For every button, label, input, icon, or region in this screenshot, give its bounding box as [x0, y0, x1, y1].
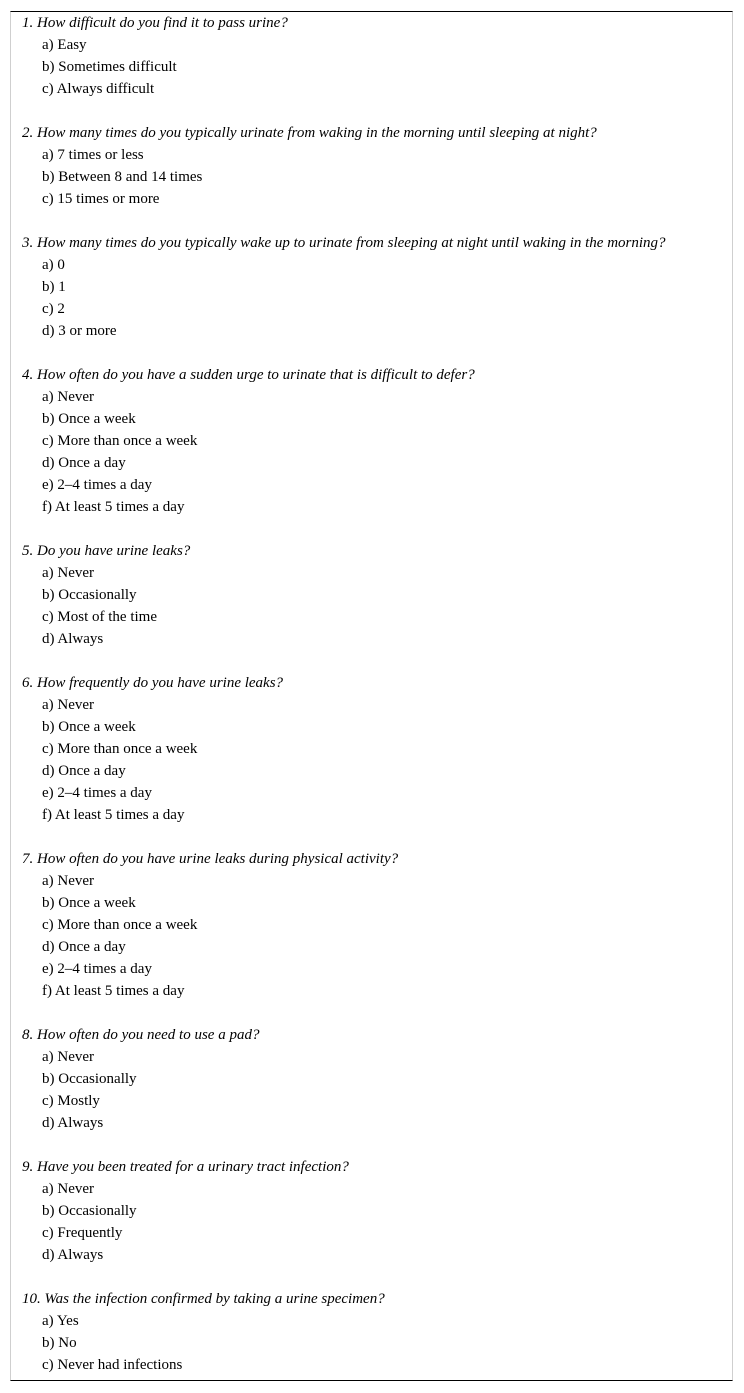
question-block [22, 672, 732, 826]
answer-option: a) Never [42, 697, 95, 713]
question-text: 9. Have you been treated for a urinary tract infection? [22, 1159, 349, 1175]
question-block [22, 1156, 732, 1266]
answer-option: a) 7 times or less [42, 147, 144, 163]
answer-option: c) Always difficult [42, 81, 155, 97]
question-block [22, 12, 732, 100]
answer-option: b) Occasionally [42, 1203, 137, 1219]
answer-option: d) Once a day [42, 763, 126, 779]
question-spacer [22, 1134, 732, 1156]
question-text: 8. How often do you need to use a pad? [22, 1027, 260, 1043]
answer-option: f) At least 5 times a day [42, 499, 185, 515]
question-block [22, 364, 732, 518]
question-spacer [22, 518, 732, 540]
question-block [22, 848, 732, 1002]
question-block [22, 1288, 732, 1376]
question-spacer [22, 650, 732, 672]
answer-option: d) Once a day [42, 455, 126, 471]
answer-option: b) No [42, 1335, 77, 1351]
answer-option: c) Frequently [42, 1225, 123, 1241]
answer-option: c) More than once a week [42, 433, 198, 449]
question-text: 5. Do you have urine leaks? [22, 543, 191, 559]
answer-option: b) 1 [42, 279, 66, 295]
answer-option: a) Yes [42, 1313, 79, 1329]
answer-option: c) Never had infections [42, 1357, 183, 1373]
question-text: 4. How often do you have a sudden urge to urinate that is difficult to defer? [22, 367, 475, 383]
question-spacer [22, 342, 732, 364]
answer-option: d) Always [42, 631, 104, 647]
answer-option: a) 0 [42, 257, 65, 273]
question-text: 6. How frequently do you have urine leaks? [22, 675, 284, 691]
answer-option: d) Always [42, 1115, 104, 1131]
answer-option: b) Between 8 and 14 times [42, 169, 203, 185]
answer-option: a) Never [42, 389, 95, 405]
question-block [22, 232, 732, 342]
answer-option: c) More than once a week [42, 917, 198, 933]
question-spacer [22, 210, 732, 232]
question-spacer [22, 826, 732, 848]
answer-option: a) Never [42, 1181, 95, 1197]
questionnaire-table [10, 11, 733, 1381]
question-text: 10. Was the infection confirmed by taking a urine specimen? [22, 1291, 385, 1307]
answer-option: a) Never [42, 565, 95, 581]
answer-option: a) Never [42, 1049, 95, 1065]
answer-option: e) 2–4 times a day [42, 961, 152, 977]
answer-option: a) Never [42, 873, 95, 889]
question-spacer [22, 1266, 732, 1288]
answer-option: b) Once a week [42, 411, 136, 427]
answer-option: e) 2–4 times a day [42, 785, 152, 801]
question-text: 2. How many times do you typically urinate from waking in the morning until sleeping at night? [22, 125, 597, 141]
question-block [22, 1024, 732, 1134]
answer-option: f) At least 5 times a day [42, 983, 185, 999]
question-text: 7. How often do you have urine leaks during physical activity? [22, 851, 399, 867]
question-text: 1. How difficult do you find it to pass urine? [22, 15, 288, 31]
question-block [22, 540, 732, 650]
answer-option: b) Once a week [42, 895, 136, 911]
answer-option: d) Always [42, 1247, 104, 1263]
answer-option: c) 2 [42, 301, 65, 317]
answer-option: d) 3 or more [42, 323, 117, 339]
answer-option: b) Sometimes difficult [42, 59, 177, 75]
answer-option: b) Once a week [42, 719, 136, 735]
answer-option: b) Occasionally [42, 587, 137, 603]
answer-option: d) Once a day [42, 939, 126, 955]
answer-option: a) Easy [42, 37, 87, 53]
questionnaire-body [22, 12, 732, 1376]
answer-option: c) 15 times or more [42, 191, 160, 207]
answer-option: c) More than once a week [42, 741, 198, 757]
answer-option: c) Most of the time [42, 609, 157, 625]
question-spacer [22, 100, 732, 122]
answer-option: e) 2–4 times a day [42, 477, 152, 493]
answer-option: f) At least 5 times a day [42, 807, 185, 823]
question-block [22, 122, 732, 210]
question-text: 3. How many times do you typically wake up to urinate from sleeping at night until waking in the morning? [22, 235, 666, 251]
answer-option: c) Mostly [42, 1093, 100, 1109]
answer-option: b) Occasionally [42, 1071, 137, 1087]
question-spacer [22, 1002, 732, 1024]
